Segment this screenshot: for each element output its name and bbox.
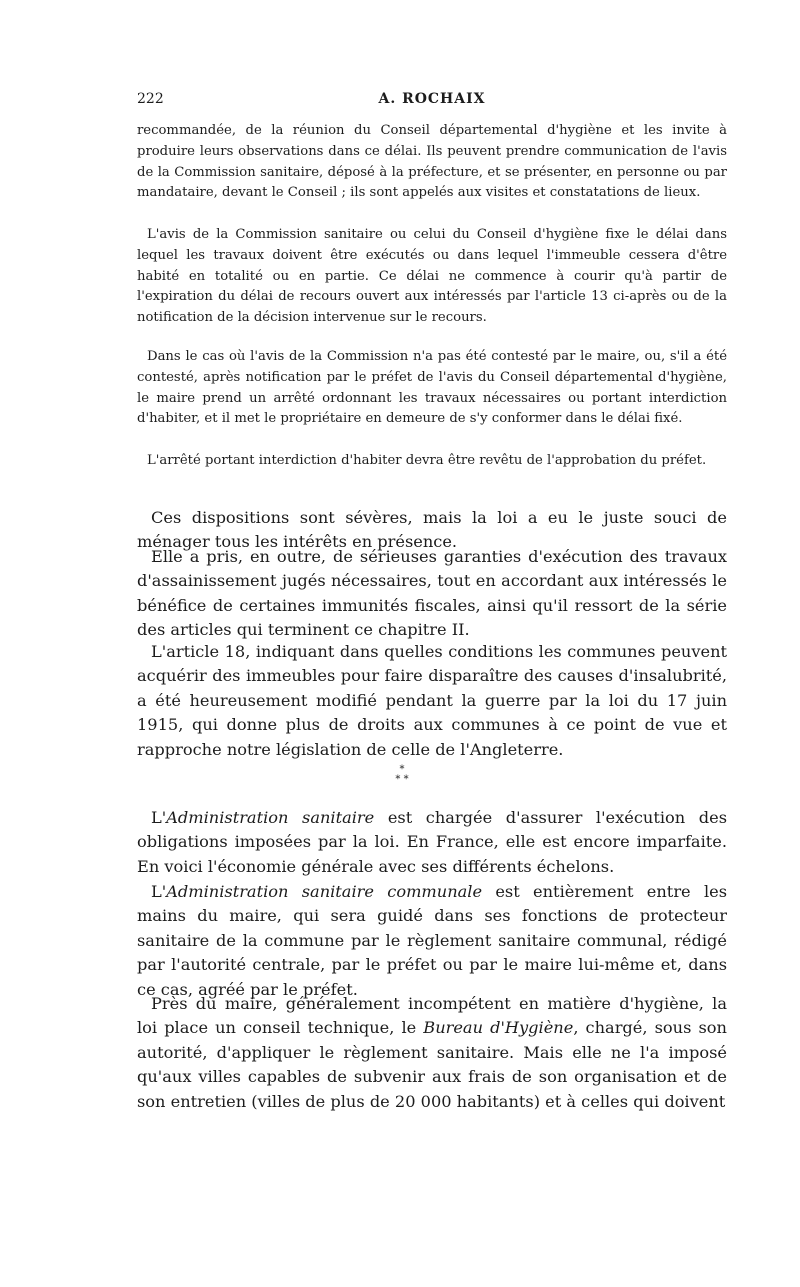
- section-separator: [387, 765, 417, 785]
- paragraph-text: [137, 992, 727, 1114]
- separator-star-top: *: [399, 764, 405, 775]
- large-paragraph-2: [137, 545, 727, 643]
- paragraph-text: Ces dispositions sont sévères, mais la loi a eu le juste souci de ménager tous les intérêts en présence.: [137, 508, 727, 552]
- paragraph-text: L'avis de la Commission sanitaire ou celui du Conseil d'hygiène fixe le délai dans lequel les travaux doivent être exécutés ou dans lequel l'immeuble cessera d'être habité en totalité ou en partie. Ce délai ne commence à courir qu'à partir de l'expiration du délai de recours ouvert aux intéressés par l'article 13 ci-après ou de la notification de la décision intervenue sur le recours.: [137, 227, 727, 326]
- paragraph-text: L'arrêté portant interdiction d'habiter devra être revêtu de l'approbation du préfet.: [147, 453, 707, 468]
- page-header: [137, 91, 727, 111]
- text-segment: L': [151, 808, 167, 827]
- page-number: 222: [137, 91, 164, 107]
- section-paragraph-1: [137, 806, 727, 879]
- text-segment: Près du maire, généralement incompétent en matière d'hygiène, la loi place un conseil technique, le: [137, 994, 727, 1038]
- section-paragraph-3: [137, 992, 727, 1114]
- text-segment: est chargée d'assurer l'exécution des obligations imposées par la loi. En France, elle est encore imparfaite. En voici l'économie générale avec ses différents échelons.: [137, 808, 727, 876]
- text-segment: , chargé, sous son autorité, d'appliquer le règlement sanitaire. Mais elle ne l'a imposé qu'aux villes capables de subvenir aux frais de son organisation et de son entretien (villes de plus de 20 000 habitants) et à celles qui doivent: [137, 1018, 727, 1111]
- paragraph-text: [137, 806, 727, 879]
- separator-stars-bottom: * *: [395, 774, 409, 785]
- small-paragraph-2: [137, 225, 727, 329]
- paragraph-text: Dans le cas où l'avis de la Commission n'a pas été contesté par le maire, ou, s'il a été contesté, après notification par le préfet de l'avis du Conseil départemental d'hygiène, le maire prend un arrêté ordonnant les travaux nécessaires ou portant interdiction d'habiter, et il met le propriétaire en demeure de s'y conformer dans le délai fixé.: [137, 349, 727, 427]
- large-paragraph-3: [137, 640, 727, 762]
- emphasis-text: Administration sanitaire: [166, 808, 375, 827]
- small-paragraph-1: [137, 121, 727, 204]
- paragraph-text: L'article 18, indiquant dans quelles conditions les communes peuvent acquérir des immeubles pour faire disparaître des causes d'insalubrité, a été heureusement modifié pendant la guerre par la loi du 17 juin 1915, qui donne plus de droits aux communes à ce point de vue et rapproche notre législation de celle de l'Angleterre.: [137, 642, 727, 759]
- paragraph-text: recommandée, de la réunion du Conseil départemental d'hygiène et les invite à produire leurs observations dans ce délai. Ils peuvent prendre communication de l'avis de la Commission sanitaire, déposé à la préfecture, et se présenter, en personne ou par mandataire, devant le Conseil ; ils sont appelés aux visites et constatations de lieux.: [137, 123, 727, 201]
- emphasis-text: Bureau d'Hygiène: [423, 1018, 574, 1038]
- paragraph-text: [137, 880, 727, 1002]
- running-head: A. ROCHAIX: [378, 91, 486, 107]
- small-paragraph-4: [137, 451, 727, 472]
- paragraph-text: Elle a pris, en outre, de sérieuses garanties d'exécution des travaux d'assainissement jugés nécessaires, tout en accordant aux intéressés le bénéfice de certaines immunités fiscales, ainsi qu'il ressort de la série des articles qui terminent ce chapitre II.: [137, 547, 727, 640]
- text-segment: L': [151, 882, 167, 901]
- emphasis-text: Administration sanitaire communale: [166, 882, 483, 901]
- small-paragraph-3: [137, 347, 727, 430]
- text-segment: est entièrement entre les mains du maire, qui sera guidé dans ses fonctions de protecteur sanitaire de la commune par le règlement sanitaire communal, rédigé par l'autorité centrale, par le préfet ou par le maire lui-même et, dans ce cas, agréé par le préfet.: [137, 882, 728, 999]
- section-paragraph-2: [137, 880, 727, 1002]
